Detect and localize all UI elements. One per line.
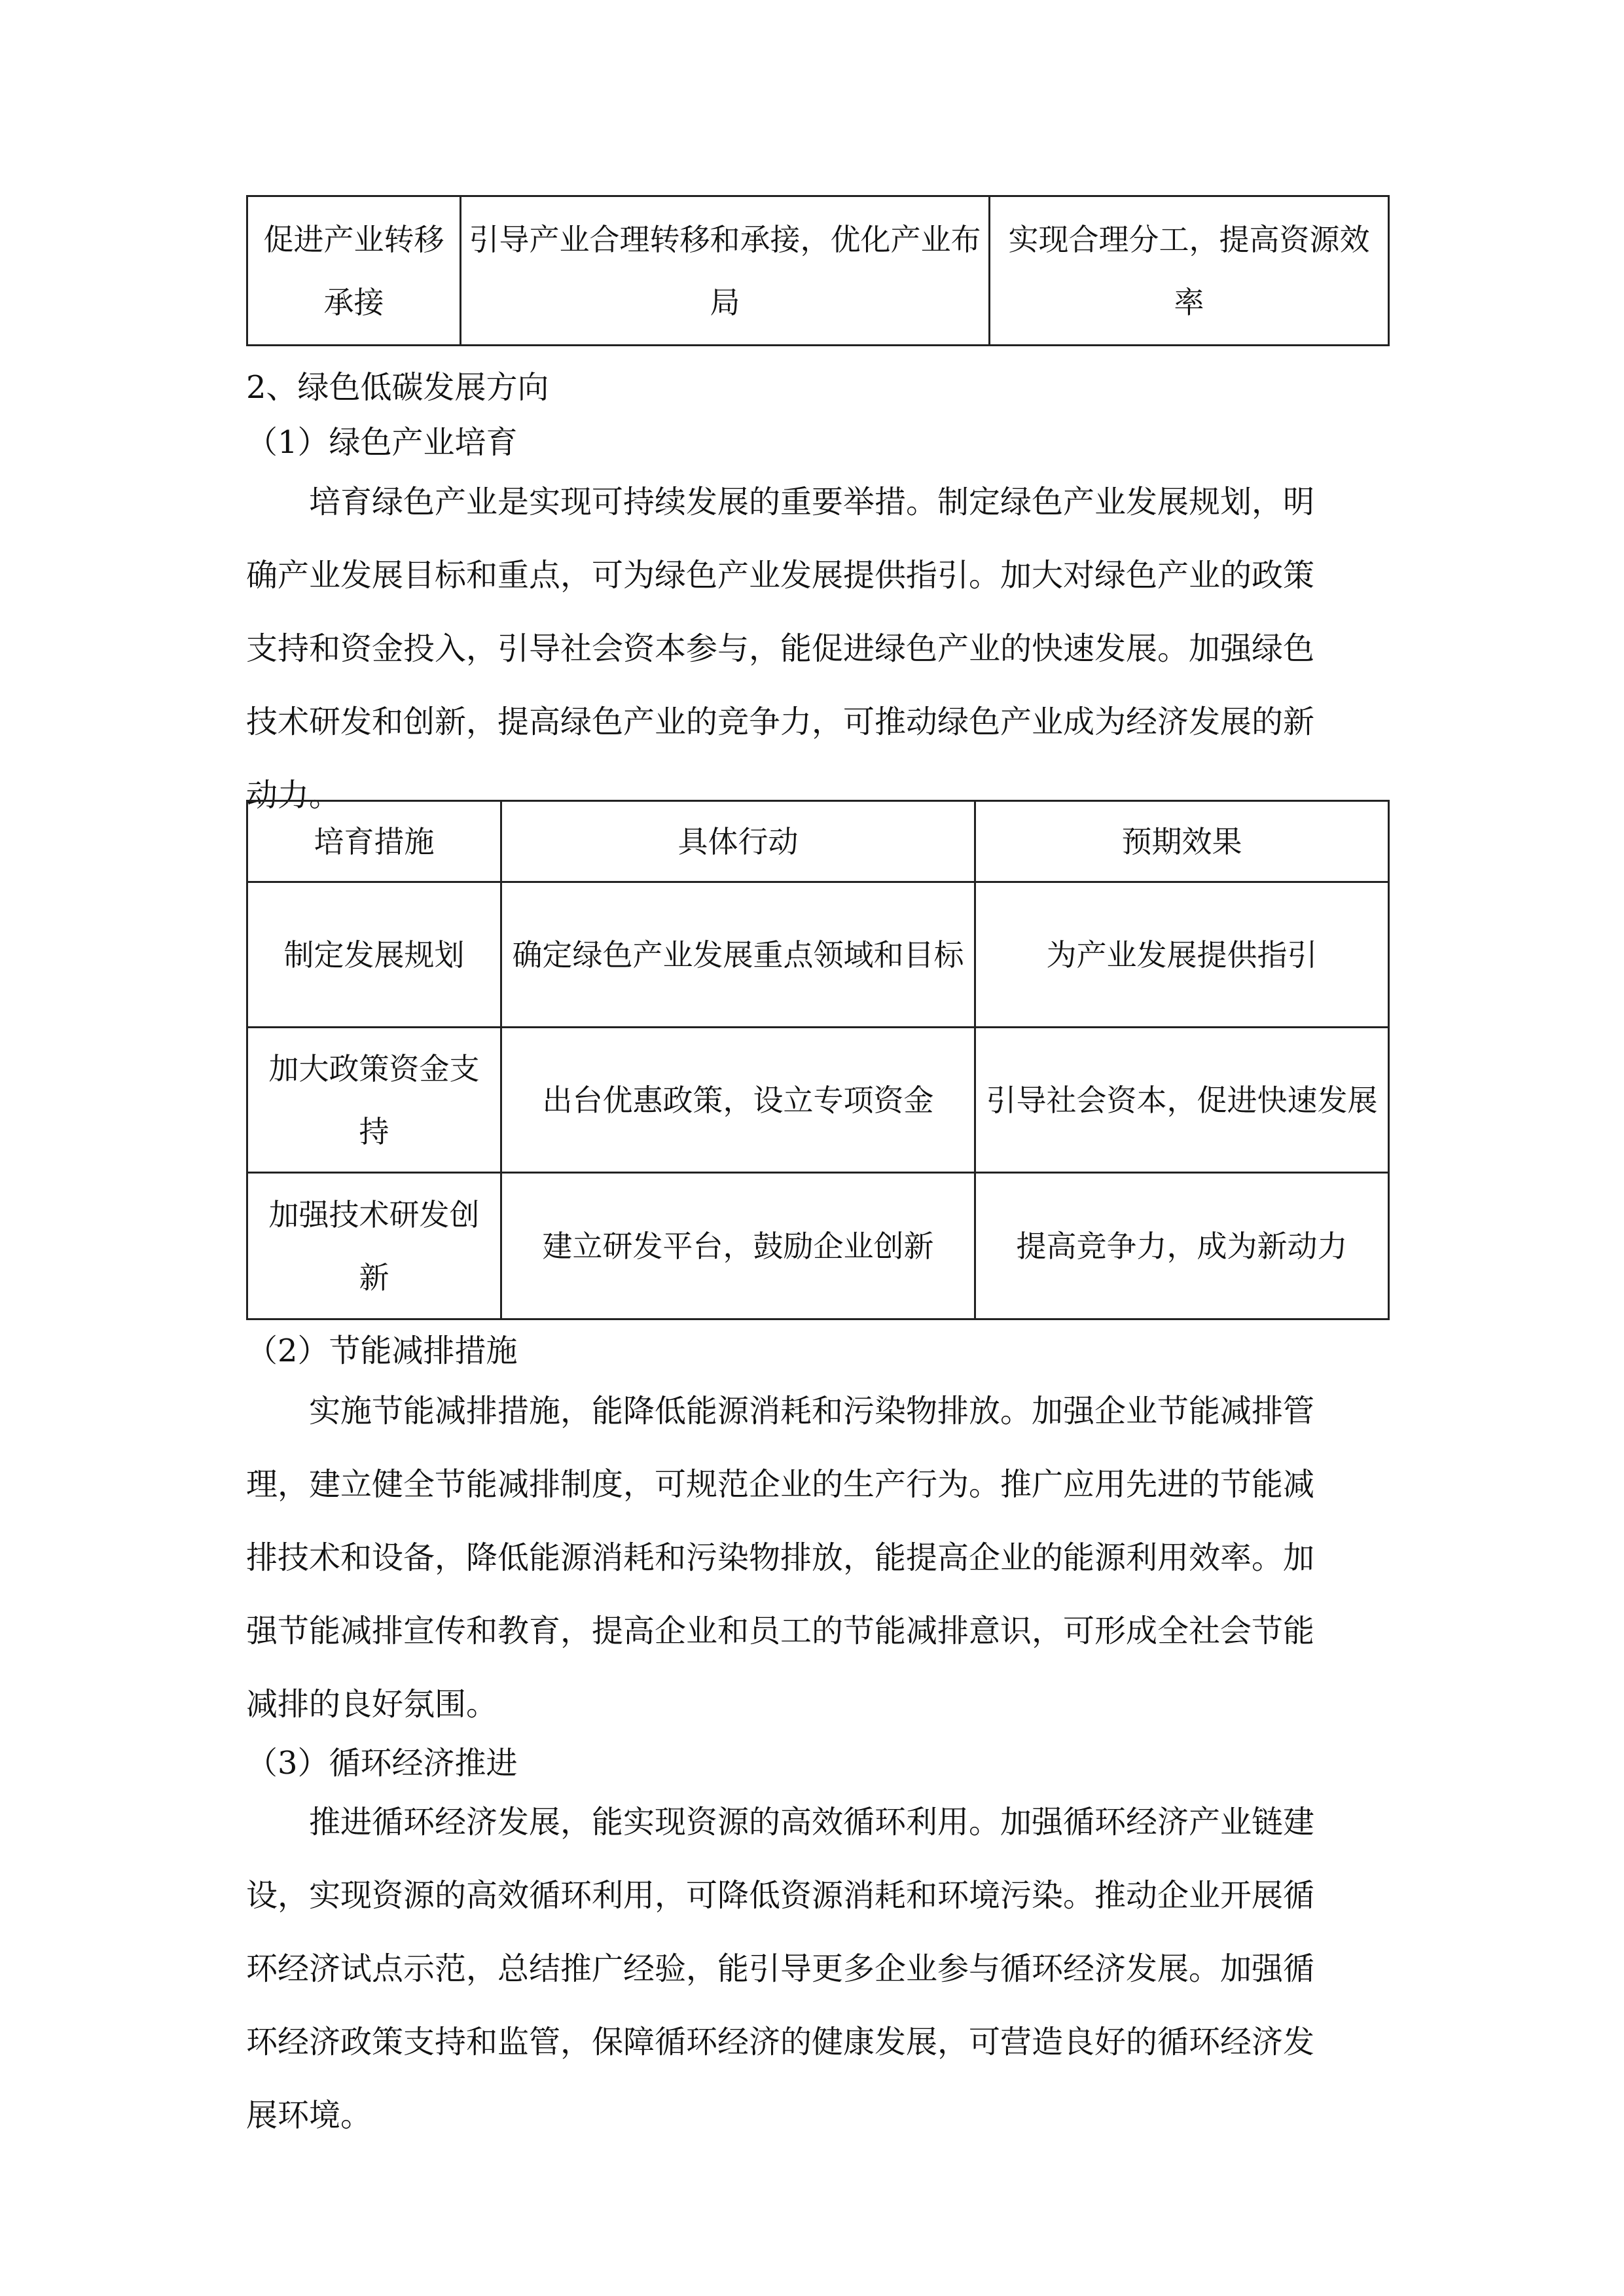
industry-transfer-table <box>246 195 1390 346</box>
section-heading: 2、绿色低碳发展方向 <box>246 369 549 406</box>
table-header-cell: 具体行动 <box>501 801 975 882</box>
table-cell: 建立研发平台，鼓励企业创新 <box>501 1173 975 1319</box>
paragraph-circular-economy <box>246 1785 1385 2152</box>
paragraph-line: 支持和资金投入，引导社会资本参与，能促进绿色产业的快速发展。加强绿色 <box>246 630 1315 667</box>
table-cell: 制定发展规划 <box>247 882 501 1028</box>
table-cell: 实现合理分工，提高资源效率 <box>990 196 1389 346</box>
subsection-heading: （3）循环经济推进 <box>246 1745 518 1782</box>
table-cell: 加强技术研发创新 <box>247 1173 501 1319</box>
table-cell: 引导产业合理转移和承接，优化产业布局 <box>461 196 990 346</box>
table-cell: 为产业发展提供指引 <box>975 882 1389 1028</box>
paragraph-line: 培育绿色产业是实现可持续发展的重要举措。制定绿色产业发展规划，明 <box>309 484 1315 520</box>
paragraph-line: 环经济试点示范，总结推广经验，能引导更多企业参与循环经济发展。加强循 <box>246 1950 1315 1987</box>
paragraph-line: 动力。 <box>246 777 341 814</box>
paragraph-energy-saving <box>246 1374 1385 1741</box>
subsection-heading: （1）绿色产业培育 <box>246 424 518 461</box>
table-cell: 提高竞争力，成为新动力 <box>975 1173 1389 1319</box>
paragraph-line: 实施节能减排措施，能降低能源消耗和污染物排放。加强企业节能减排管 <box>309 1393 1315 1429</box>
table-cell: 出台优惠政策，设立专项资金 <box>501 1028 975 1173</box>
table-cell: 引导社会资本，促进快速发展 <box>975 1028 1389 1173</box>
paragraph-line: 强节能减排宣传和教育，提高企业和员工的节能减排意识，可形成全社会节能 <box>246 1613 1315 1649</box>
paragraph-line: 推进循环经济发展，能实现资源的高效循环利用。加强循环经济产业链建 <box>309 1804 1315 1840</box>
paragraph-line: 展环境。 <box>246 2097 372 2134</box>
table-cell: 促进产业转移承接 <box>247 196 461 346</box>
table-header-cell: 培育措施 <box>247 801 501 882</box>
table-header-row <box>247 801 1389 882</box>
paragraph-line: 设，实现资源的高效循环利用，可降低资源消耗和环境污染。推动企业开展循 <box>246 1877 1315 1914</box>
table-cell: 加大政策资金支持 <box>247 1028 501 1173</box>
table-row <box>247 1028 1389 1173</box>
paragraph-line: 环经济政策支持和监管，保障循环经济的健康发展，可营造良好的循环经济发 <box>246 2024 1315 2060</box>
table-header-cell: 预期效果 <box>975 801 1389 882</box>
paragraph-line: 排技术和设备，降低能源消耗和污染物排放，能提高企业的能源利用效率。加 <box>246 1539 1315 1576</box>
paragraph-line: 减排的良好氛围。 <box>246 1686 498 1723</box>
subsection-heading: （2）节能减排措施 <box>246 1333 518 1369</box>
table-row <box>247 196 1389 346</box>
paragraph-line: 确产业发展目标和重点，可为绿色产业发展提供指引。加大对绿色产业的政策 <box>246 557 1315 594</box>
green-industry-measures-table <box>246 800 1390 1320</box>
table-cell: 确定绿色产业发展重点领域和目标 <box>501 882 975 1028</box>
paragraph-line: 理，建立健全节能减排制度，可规范企业的生产行为。推广应用先进的节能减 <box>246 1466 1315 1503</box>
paragraph-green-industry <box>246 465 1385 832</box>
table-row <box>247 1173 1389 1319</box>
table-row <box>247 882 1389 1028</box>
paragraph-line: 技术研发和创新，提高绿色产业的竞争力，可推动绿色产业成为经济发展的新 <box>246 704 1315 740</box>
